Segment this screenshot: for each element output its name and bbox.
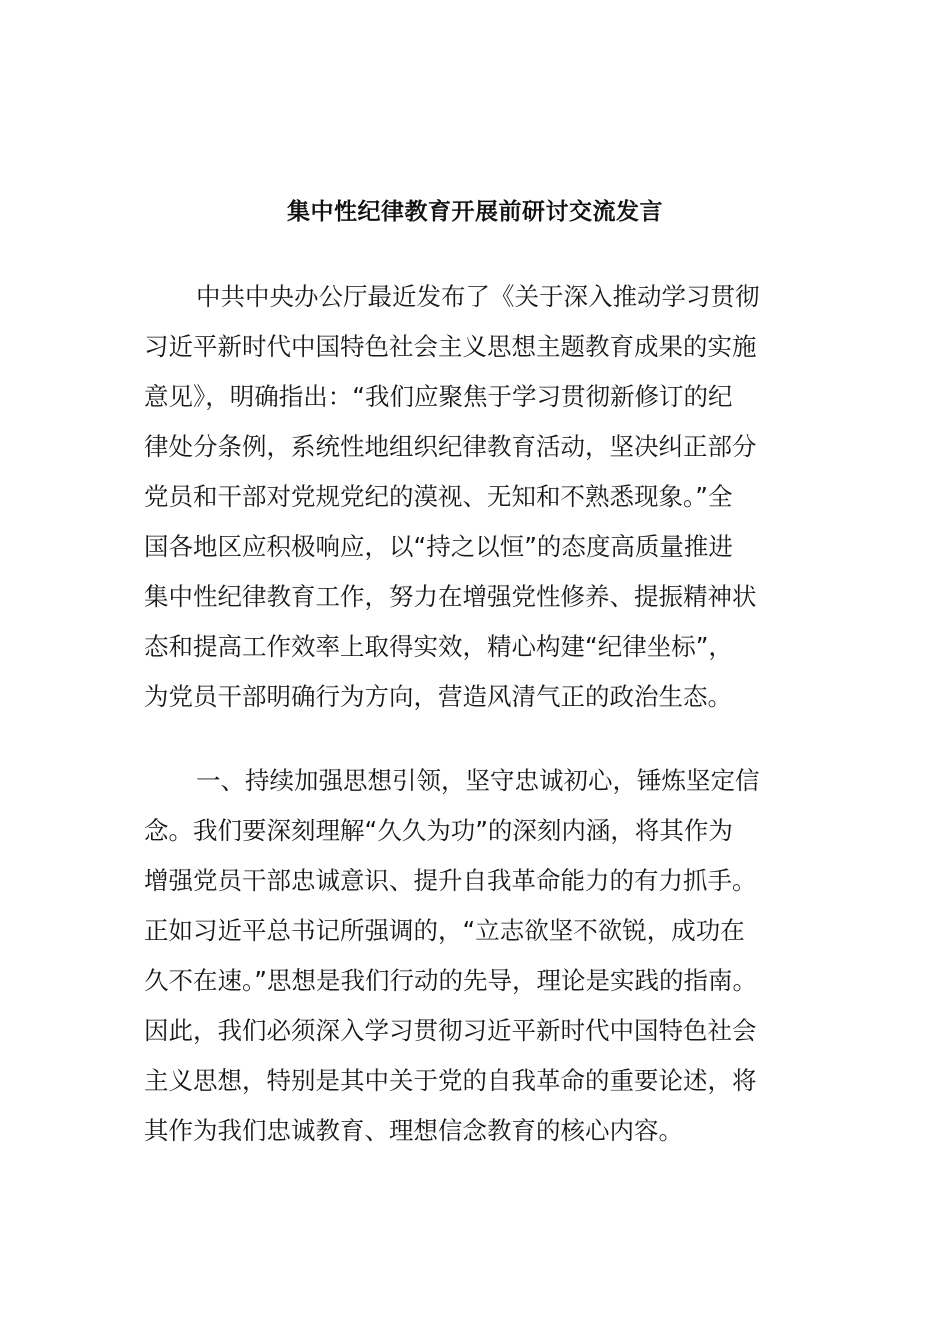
paragraph-line: 为党员干部明确行为方向，营造风清气正的政治生态。	[144, 682, 732, 711]
paragraph-line: 正如习近平总书记所强调的，“立志欲坚不欲锐，成功在	[144, 916, 745, 945]
paragraph-section-one	[144, 756, 806, 1156]
paragraph-line: 其作为我们忠诚教育、理想信念教育的核心内容。	[144, 1116, 683, 1145]
paragraph-line: 增强党员干部忠诚意识、提升自我革命能力的有力抓手。	[144, 866, 757, 895]
paragraph-line: 中共中央办公厅最近发布了《关于深入推动学习贯彻	[196, 282, 760, 311]
paragraph-line: 久不在速。”思想是我们行动的先导，理论是实践的指南。	[144, 966, 757, 995]
paragraph-line: 一、持续加强思想引领，坚守忠诚初心，锤炼坚定信	[196, 766, 760, 795]
paragraph-line: 因此，我们必须深入学习贯彻习近平新时代中国特色社会	[144, 1016, 757, 1045]
paragraph-line: 集中性纪律教育工作，努力在增强党性修养、提振精神状	[144, 582, 757, 611]
paragraph-line: 态和提高工作效率上取得实效，精心构建“纪律坐标”，	[144, 632, 733, 661]
paragraph-line: 习近平新时代中国特色社会主义思想主题教育成果的实施	[144, 332, 757, 361]
paragraph-line: 念。我们要深刻理解“久久为功”的深刻内涵，将其作为	[144, 816, 733, 845]
paragraph-line: 主义思想，特别是其中关于党的自我革命的重要论述，将	[144, 1066, 757, 1095]
paragraph-line: 意见》，明确指出：“我们应聚焦于学习贯彻新修订的纪	[144, 382, 733, 411]
paragraph-line: 国各地区应积极响应，以“持之以恒”的态度高质量推进	[144, 532, 733, 561]
document-title: 集中性纪律教育开展前研讨交流发言	[287, 199, 663, 225]
paragraph-line: 党员和干部对党规党纪的漠视、无知和不熟悉现象。”全	[144, 482, 733, 511]
paragraph-line: 律处分条例，系统性地组织纪律教育活动，坚决纠正部分	[144, 432, 757, 461]
paragraph-intro	[144, 272, 806, 722]
